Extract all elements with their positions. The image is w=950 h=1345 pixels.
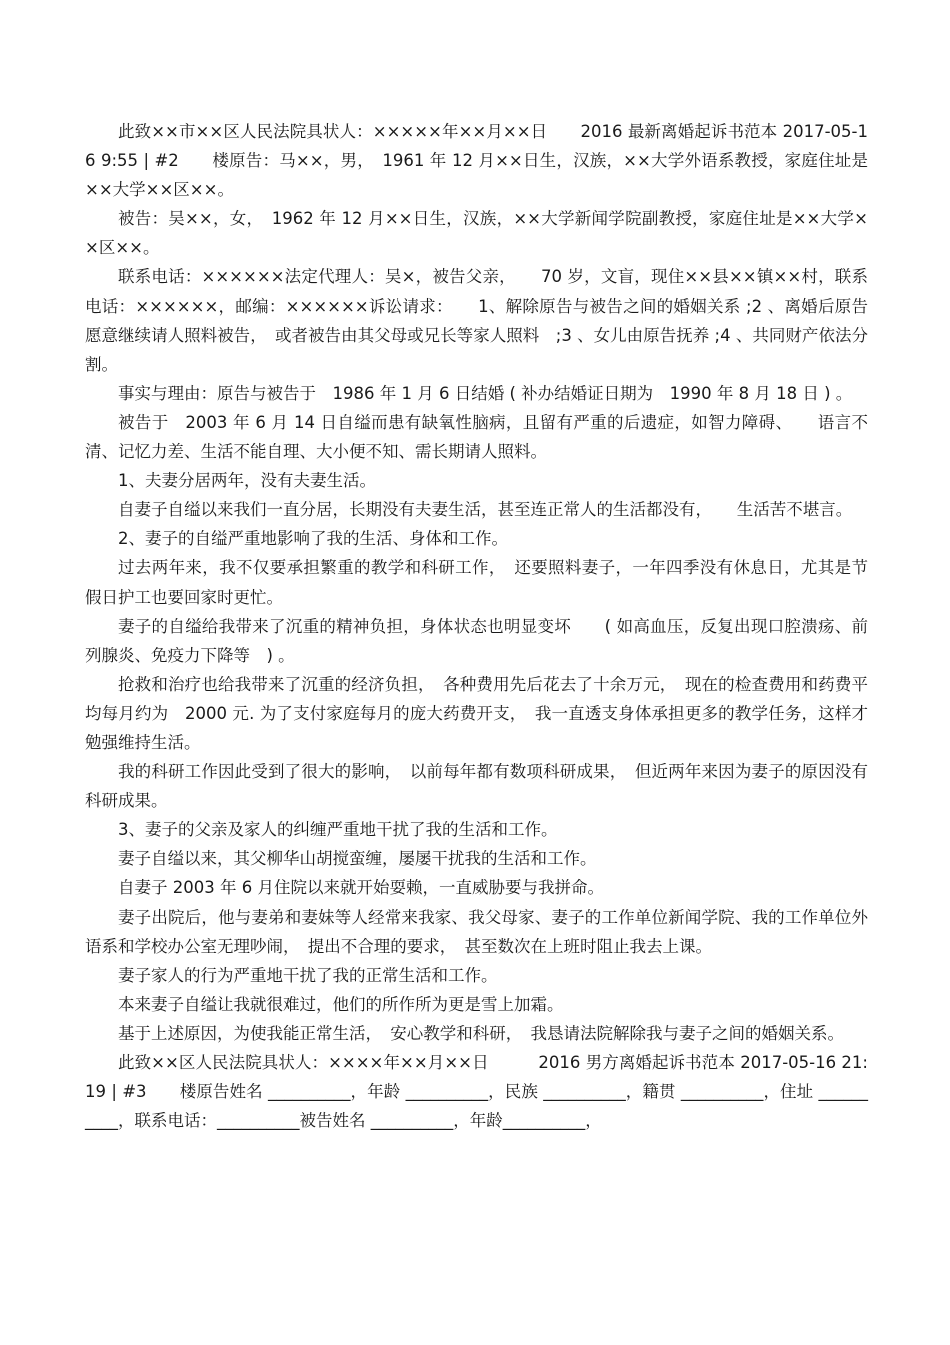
paragraph-11: 抢救和治疗也给我带来了沉重的经济负担， 各种费用先后花去了十余万元， 现在的检查费用和药费平均每月约为 2000 元. 为了支付家庭每月的庞大药费开支， 我一直透支身体承担更多的教学任务，这样才勉强维持生活。 — [85, 674, 868, 752]
paragraph-18: 本来妻子自缢让我就很难过，他们的所作所为更是雪上加霜。 — [118, 994, 564, 1014]
paragraph-7: 自妻子自缢以来我们一直分居，长期没有夫妻生活，甚至连正常人的生活都没有， 生活苦不堪言。 — [118, 500, 853, 520]
paragraph-20: 此致××区人民法院具状人：××××年××月××日 2016 男方离婚起诉书范本 2017-05-16 21:19 | #3 楼原告姓名 __________，年龄 __________，民族 __________，籍贯 __________，住址 __________，联系电话：__________被告姓名 __________，年龄__________， — [85, 1053, 868, 1131]
paragraph-1: 此致××市××区人民法院具状人：×××××年××月××日 2016 最新离婚起诉书范本 2017-05-16 9:55 | #2 楼原告：马××，男， 1961 年 12 月××日生，汉族，××大学外语系教授，家庭住址是××大学××区××。 — [85, 122, 868, 200]
paragraph-17: 妻子家人的行为严重地干扰了我的正常生活和工作。 — [118, 965, 498, 985]
paragraph-19: 基于上述原因，为使我能正常生活， 安心教学和科研， 我恳请法院解除我与妻子之间的婚姻关系。 — [118, 1023, 844, 1043]
paragraph-16: 妻子出院后，他与妻弟和妻妹等人经常来我家、我父母家、妻子的工作单位新闻学院、我的工作单位外语系和学校办公室无理吵闹， 提出不合理的要求， 甚至数次在上班时阻止我去上课。 — [85, 907, 868, 956]
paragraph-5: 被告于 2003 年 6 月 14 日自缢而患有缺氧性脑病，且留有严重的后遗症，如智力障碍、 语言不清、记忆力差、生活不能自理、大小便不知、需长期请人照料。 — [85, 412, 868, 462]
paragraph-15: 自妻子 2003 年 6 月住院以来就开始耍赖，一直威胁要与我拼命。 — [118, 878, 604, 898]
paragraph-10: 妻子的自缢给我带来了沉重的精神负担，身体状态也明显变坏 ( 如高血压，反复出现口腔溃疡、前列腺炎、免疫力下降等 ) 。 — [85, 616, 868, 665]
paragraph-13: 3、妻子的父亲及家人的纠缠严重地干扰了我的生活和工作。 — [118, 820, 558, 840]
paragraph-6: 1、夫妻分居两年，没有夫妻生活。 — [118, 471, 376, 491]
paragraph-2: 被告：吴××，女， 1962 年 12 月××日生，汉族，××大学新闻学院副教授，家庭住址是××大学××区××。 — [85, 209, 868, 258]
paragraph-12: 我的科研工作因此受到了很大的影响， 以前每年都有数项科研成果， 但近两年来因为妻子的原因没有科研成果。 — [85, 762, 868, 811]
paragraph-8: 2、妻子的自缢严重地影响了我的生活、身体和工作。 — [118, 529, 508, 549]
paragraph-3: 联系电话：××××××法定代理人：吴×，被告父亲， 70 岁，文盲，现住××县××镇××村，联系电话：××××××，邮编：××××××诉讼请求： 1、解除原告与被告之间的婚姻关系 ;2 、离婚后原告愿意继续请人照料被告， 或者被告由其父母或兄长等家人照料 ;3 、女儿由原告抚养 ;4 、共同财产依法分割。 — [85, 267, 868, 374]
paragraph-4: 事实与理由：原告与被告于 1986 年 1 月 6 日结婚 ( 补办结婚证日期为 1990 年 8 月 18 日 ) 。 — [118, 383, 853, 403]
paragraph-9: 过去两年来，我不仅要承担繁重的教学和科研工作， 还要照料妻子，一年四季没有休息日，尤其是节假日护工也要回家时更忙。 — [85, 558, 868, 607]
paragraph-14: 妻子自缢以来，其父柳华山胡搅蛮缠，屡屡干扰我的生活和工作。 — [118, 849, 597, 869]
